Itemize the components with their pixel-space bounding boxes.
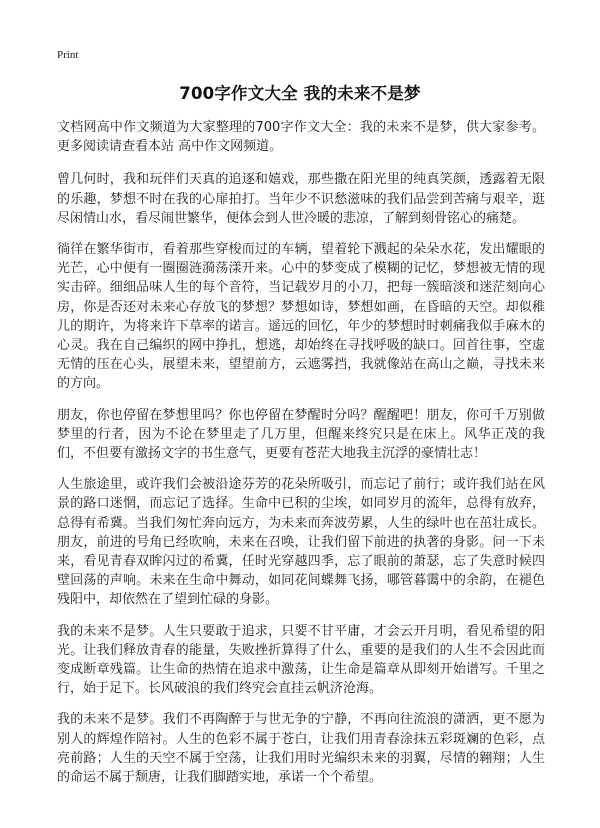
article-paragraph: 我的未来不是梦。人生只要敢于追求，只要不甘平庸，才会云开月明，看见希望的阳光。让我们释放青春的能量，失败挫折算得了什么，重要的是我们的人生不会因此而变成断章残篇。让生命的热情在追求中激荡，让生命是篇章从即刻开始谱写。千里之行，始于足下。长风破浪的我们终究会直挂云帆济沧海。 bbox=[57, 623, 545, 697]
article-paragraph-intro: 文档网高中作文频道为大家整理的700字作文大全：我的未来不是梦，供大家参考。更多阅读请查看本站 高中作文网频道。 bbox=[57, 120, 545, 155]
article-paragraph: 我的未来不是梦。我们不再陶醉于与世无争的宁静，不再向往流浪的潇洒，更不愿为别人的辉煌作陪衬。人生的色彩不属于苍白，让我们用青春涂抹五彩斑斓的色彩，点亮前路；人生的天空不属于空荡，让我们用时光编织未来的羽翼，尽情的翱翔；人生的命运不属于颓唐，让我们脚踏实地，承诺一个个希望。 bbox=[57, 712, 545, 786]
article-paragraph: 徜徉在繁华街市，看着那些穿梭而过的车辆，望着轮下溅起的朵朵水花，发出耀眼的光芒，心中便有一圈圈涟漪荡漾开来。心中的梦变成了模糊的记忆，梦想被无情的现实击碎。细细品味人生的每个音符，当记载岁月的小刀，把每一簇暗淡和迷茫刻向心房，你是否还对未来心存放飞的梦想？梦想如诗，梦想如画，在昏暗的天空。却似稚儿的期许，为将来许下草率的诺言。遥远的回忆，年少的梦想时时刺痛我似手麻木的心灵。我在自己编织的网中挣扎，想逃，却始终在寻找呼吸的缺口。回首往事，空虚无情的压在心头，展望未来，望望前方，云遮雾挡，我就像站在高山之巅，寻找未来的方向。 bbox=[57, 242, 545, 392]
article-body bbox=[57, 118, 545, 799]
article-paragraph: 人生旅途里，或许我们会被沿途芬芳的花朵所吸引，而忘记了前行；或许我们站在风景的路口迷惘，而忘记了选择。生命中已积的尘埃，如同岁月的流年，总得有放弃，总得有希冀。当我们匆忙奔向远方，为未来而奔波劳累，人生的绿叶也在茁壮成长。朋友，前进的号角已经吹响，未来在召唤，让我们留下前进的执著的身影。问一下未来，看见青春双眸闪过的希冀，任时光穿越四季，忘了眼前的萧瑟，忘了失意时候四壁回荡的声响。未来在生命中舞动，如同花间蝶舞飞扬，哪管暮霭中的余韵，在褪色残阳中，却依然在了望到忙碌的身影。 bbox=[57, 477, 545, 608]
article-paragraph: 朋友，你也停留在梦想里吗？你也停留在梦醒时分吗？醒醒吧！朋友，你可千万别做梦里的行者，因为不论在梦里走了几万里，但醒来终究只是在床上。风华正茂的我们，不但要有激扬文字的书生意气，更要有苍茫大地我主沉浮的豪情壮志！ bbox=[57, 407, 545, 462]
article-title: 700字作文大全 我的未来不是梦 bbox=[179, 84, 421, 103]
article-paragraph: 曾几何时，我和玩伴们天真的追逐和嬉戏，那些撒在阳光里的纯真笑颜，透露着无限的乐趣，梦想不时在我的心扉拍打。当年少不识愁滋味的我们品尝到苦痛与艰辛，逛尽闲情山水，看尽闹世繁华，便体会到人世冷暖的悲凉，了解到刻骨铭心的痛楚。 bbox=[57, 172, 545, 226]
print-link[interactable]: Print bbox=[57, 49, 79, 61]
